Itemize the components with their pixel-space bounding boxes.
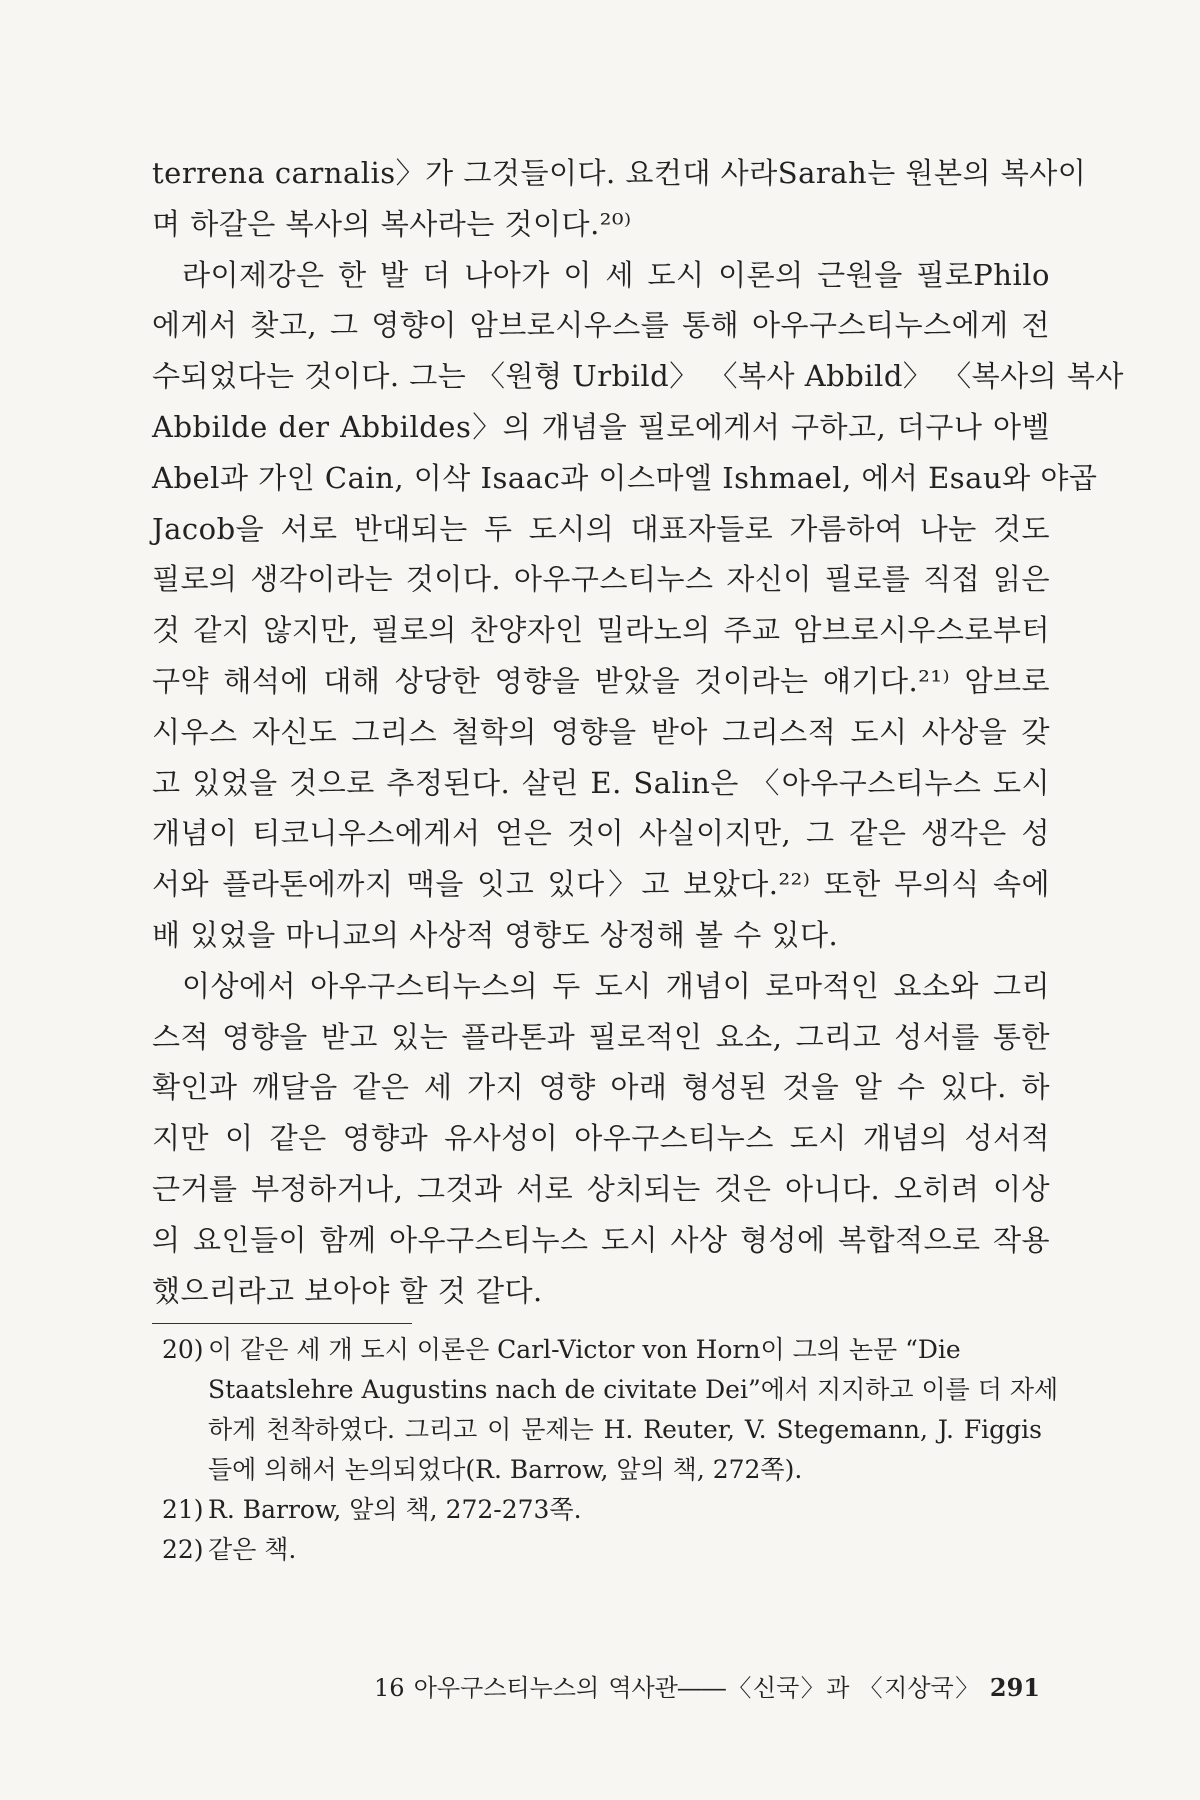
footnote-line <box>162 1490 1042 1530</box>
footnote-divider <box>152 1323 412 1324</box>
text-line: 에게서 찾고, 그 영향이 암브로시우스를 통해 아우구스티누스에게 전 <box>152 308 1050 343</box>
running-footer <box>374 1668 1040 1708</box>
footnotes <box>162 1330 1059 1570</box>
text-line: Jacob을 서로 반대되는 두 도시의 대표자들로 가름하여 나눈 것도 <box>152 511 1050 546</box>
text-line: 근거를 부정하거나, 그것과 서로 상치되는 것은 아니다. 오히려 이상 <box>152 1171 1050 1206</box>
text-line: 스적 영향을 받고 있는 플라톤과 필로적인 요소, 그리고 성서를 통한 <box>152 1019 1050 1054</box>
footnote-21 <box>162 1490 1042 1530</box>
text-line: 구약 해석에 대해 상당한 영향을 받았을 것이라는 얘기다.²¹⁾ 암브로 <box>152 663 1050 698</box>
text-line: 배 있었을 마니교의 사상적 영향도 상정해 볼 수 있다. <box>152 917 839 952</box>
footnote-20 <box>162 1330 1059 1490</box>
footnote-22 <box>162 1530 1042 1570</box>
text-line: 라이제강은 한 발 더 나아가 이 세 도시 이론의 근원을 필로Philo <box>182 257 1050 292</box>
text-line: 확인과 깨달음 같은 세 가지 영향 아래 형성된 것을 알 수 있다. 하 <box>152 1070 1050 1105</box>
text-line: 것 같지 않지만, 필로의 찬양자인 밀라노의 주교 암브로시우스로부터 <box>152 613 1050 648</box>
text-line: terrena carnalis〉가 그것들이다. 요컨대 사라Sarah는 원본의 복사이 <box>152 156 1087 190</box>
text-line: 이상에서 아우구스티누스의 두 도시 개념이 로마적인 요소와 그리 <box>182 968 1050 1003</box>
text-line: 필로의 생각이라는 것이다. 아우구스티누스 자신이 필로를 직접 읽은 <box>152 562 1050 597</box>
text-line: Abel과 가인 Cain, 이삭 Isaac과 이스마엘 Ishmael, 에서 Esau와 야곱 <box>152 460 1098 495</box>
footnote-line <box>162 1330 1042 1370</box>
text-line: 고 있었을 것으로 추정된다. 살린 E. Salin은 〈아우구스티누스 도시 <box>152 765 1050 800</box>
text-line: 지만 이 같은 영향과 유사성이 아우구스티누스 도시 개념의 성서적 <box>152 1121 1050 1156</box>
text-line: 며 하갈은 복사의 복사라는 것이다.²⁰⁾ <box>152 206 632 241</box>
footnote-marker: 22) <box>162 1535 204 1564</box>
text-line: 시우스 자신도 그리스 철학의 영향을 받아 그리스적 도시 사상을 갖 <box>152 714 1050 749</box>
chapter-title: 아우구스티누스의 역사관――〈신국〉과 〈지상국〉 <box>413 1674 981 1702</box>
text-line: 의 요인들이 함께 아우구스티누스 도시 사상 형성에 복합적으로 작용 <box>152 1222 1050 1257</box>
footnote-line: 하게 천착하였다. 그리고 이 문제는 H. Reuter, V. Stegemann, J. Figgis <box>208 1415 1042 1444</box>
footnote-marker: 21) <box>162 1495 204 1524</box>
footnote-text: R. Barrow, 앞의 책, 272-273쪽. <box>208 1495 582 1524</box>
footnote-line <box>162 1530 1042 1570</box>
text-line: 했으리라고 보아야 할 것 같다. <box>152 1273 543 1308</box>
text-line: 개념이 티코니우스에게서 얻은 것이 사실이지만, 그 같은 생각은 성 <box>152 816 1050 851</box>
page-number: 291 <box>989 1673 1040 1702</box>
chapter-number: 16 <box>374 1674 405 1702</box>
footnote-marker: 20) <box>162 1335 204 1364</box>
text-line: Abbilde der Abbildes〉의 개념을 필로에게서 구하고, 더구나 아벨 <box>152 409 1050 444</box>
text-line: 서와 플라톤에까지 맥을 잇고 있다〉고 보았다.²²⁾ 또한 무의식 속에 <box>152 867 1050 902</box>
main-text <box>152 148 1124 1316</box>
footnote-line: 들에 의해서 논의되었다(R. Barrow, 앞의 책, 272쪽). <box>208 1455 803 1484</box>
footnote-line: Staatslehre Augustins nach de civitate Dei”에서 지지하고 이를 더 자세 <box>208 1375 1059 1404</box>
footnote-text: 이 같은 세 개 도시 이론은 Carl-Victor von Horn이 그의 논문 “Die <box>208 1335 961 1364</box>
footnote-text: 같은 책. <box>208 1535 297 1564</box>
text-line: 수되었다는 것이다. 그는 〈원형 Urbild〉 〈복사 Abbild〉 〈복사의 복사 <box>152 359 1124 394</box>
